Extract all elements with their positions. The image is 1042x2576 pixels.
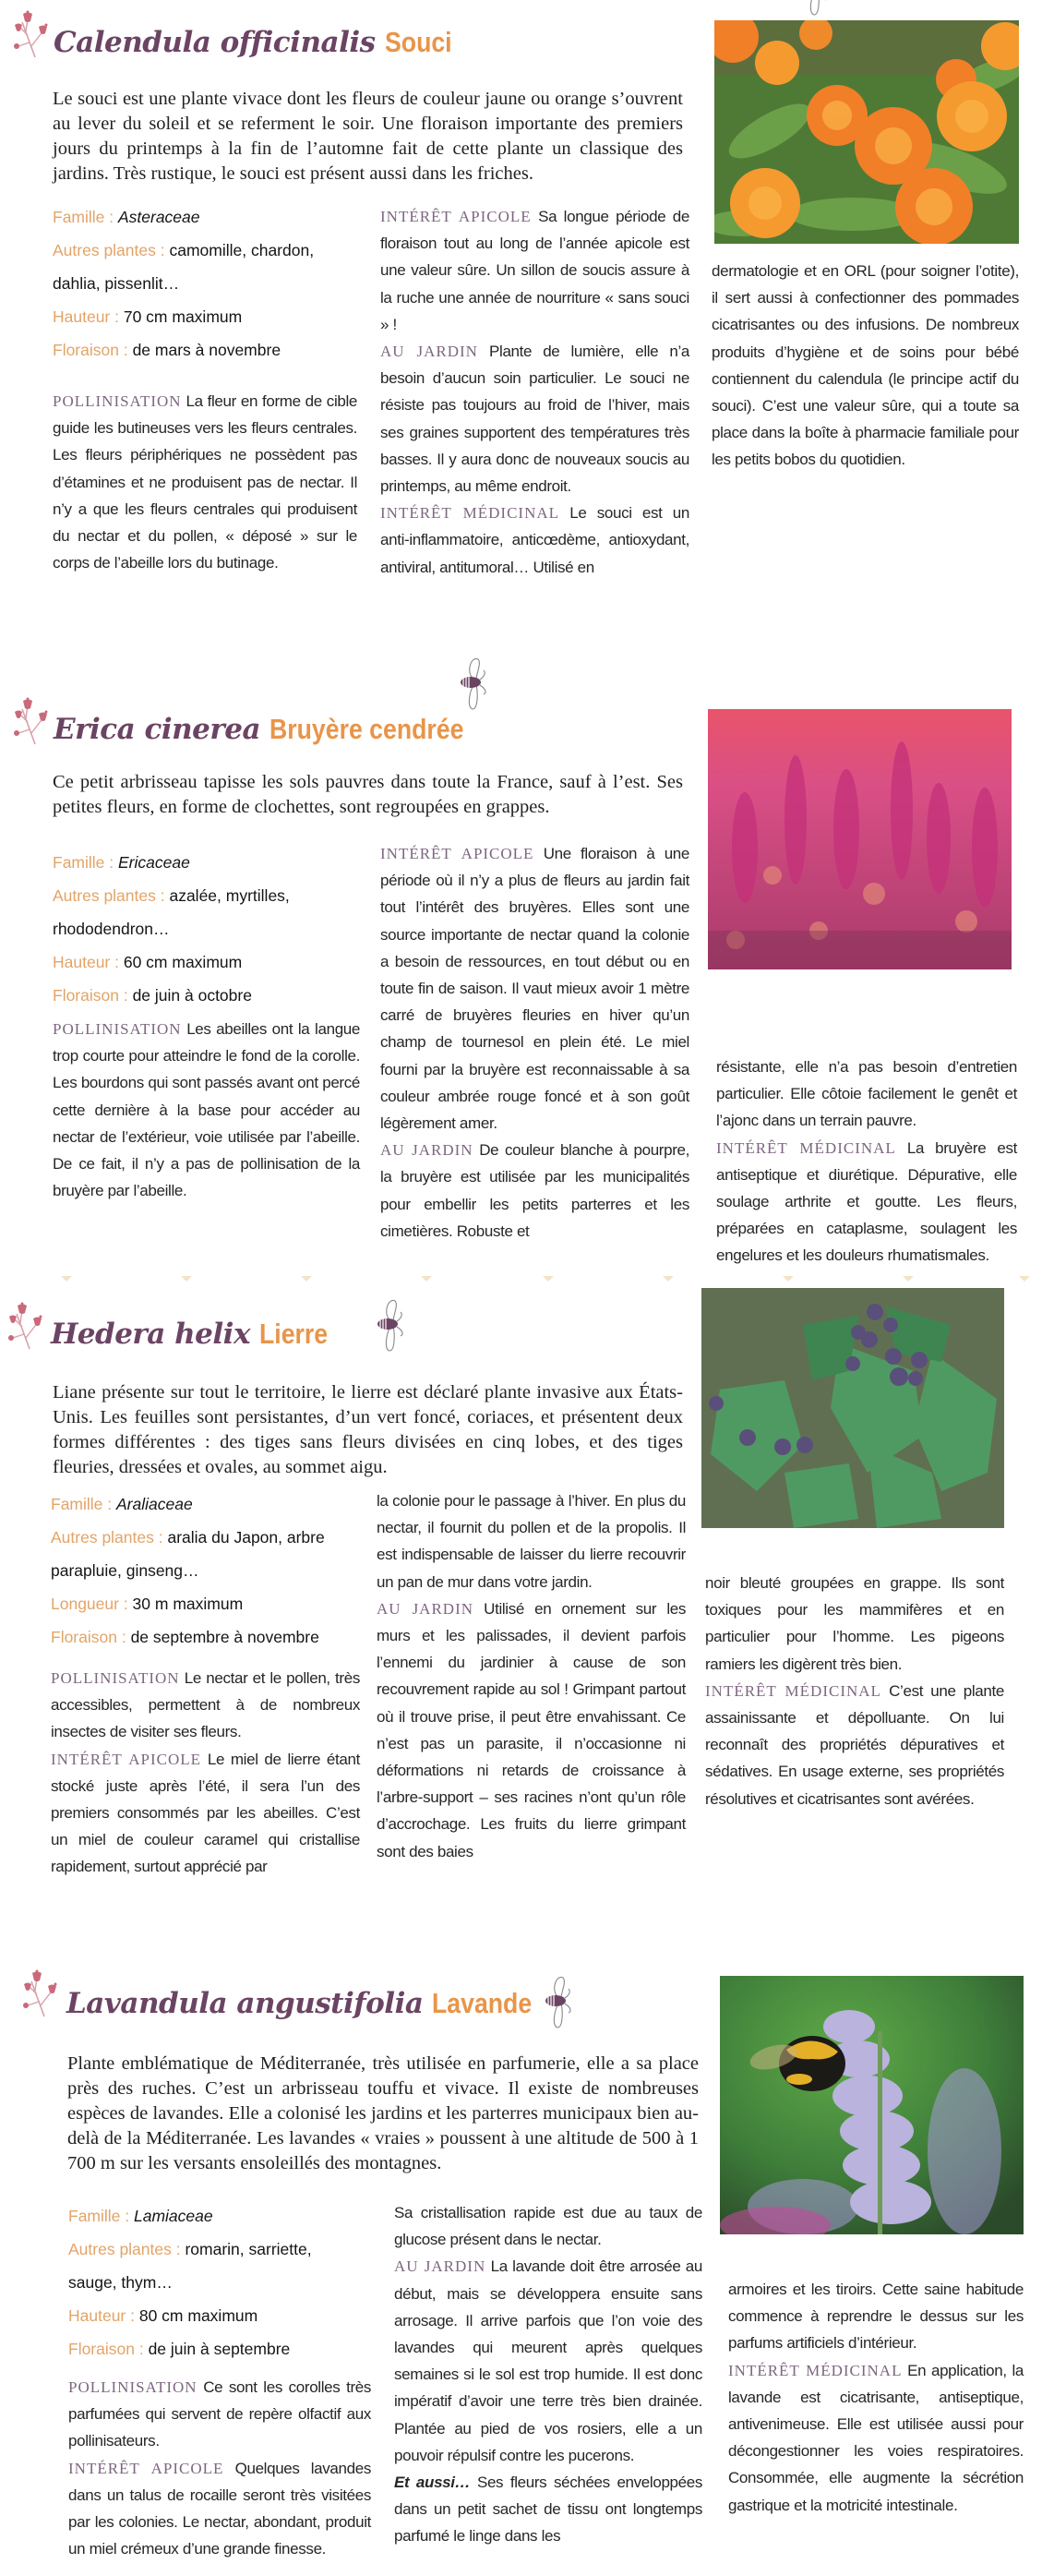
- plant-title: [54, 713, 496, 746]
- column-middle: [380, 840, 689, 1245]
- column-middle: [394, 2199, 702, 2550]
- column-right: [728, 2276, 1024, 2519]
- bee-icon: [537, 1974, 580, 2029]
- plant-photo: [714, 20, 1019, 244]
- triangle-divider: [0, 1274, 1042, 1287]
- section-interet-apicole: INTÉRÊT APICOLE Sa longue période de floraison tout au long de l’année apicole est une valeur sûre. Un sillon de soucis assure à la ruche une année de nourriture « sans souci » !: [380, 208, 689, 333]
- fact-hauteur: Hauteur : 80 cm maximum: [68, 2306, 258, 2325]
- fact-longueur: Longueur : 30 m maximum: [51, 1595, 244, 1613]
- section-au-jardin: AU JARDIN Utilisé en ornement sur les murs et les palissades, il devient parfois l’ennemi du jardinier à cause de son recouvrement rapide au sol ! Grimpant partout où il trouve prise, il peut être envahissant. Ce n’est pas un parasite, il n’occasionne ni déformations ni retards de croissance à l’arbre-support – ses racines n’ont qu’un rôle d’accrochage. Les fruits du lierre grimpant sont des baies: [377, 1599, 687, 1860]
- fact-famille: Famille : Araliaceae: [51, 1495, 193, 1513]
- fact-autres-plantes: Autres plantes : camomille, chardon, dahlia, pissenlit…: [53, 241, 315, 293]
- common-name: Bruyère cendrée: [269, 713, 464, 745]
- column-right: [712, 258, 1019, 474]
- column-left: [53, 1016, 360, 1204]
- common-name: Souci: [384, 26, 452, 58]
- plant-card-souci: [0, 0, 1042, 646]
- plant-title: [51, 1318, 339, 1351]
- column-right: [705, 1570, 1004, 1812]
- flower-sprig-icon: [20, 1968, 63, 2020]
- bee-icon: [452, 656, 495, 711]
- plant-photo: [708, 709, 1012, 969]
- plant-facts: [68, 2199, 364, 2365]
- plant-photo: [701, 1288, 1004, 1528]
- section-interet-medicinal: INTÉRÊT MÉDICINAL Le souci est un anti-inflammatoire, anticœdème, antioxydant, antiviral, antitumoral… Utilisé en: [380, 504, 689, 576]
- column-right: [716, 1053, 1017, 1270]
- flower-sprig-icon: [6, 1301, 48, 1353]
- section-interet-medicinal: INTÉRÊT MÉDICINAL C’est une plante assainissante et dépolluante. On lui reconnaît des propriétés dépuratives et sédatives. En usage externe, ses propriétés résolutives et cicatrisantes sont avérées.: [705, 1681, 1004, 1808]
- flower-sprig-icon: [11, 696, 54, 748]
- fact-floraison: Floraison : de juin à septembre: [68, 2340, 291, 2358]
- latin-name: Calendula officinalis: [54, 26, 376, 59]
- plant-intro: Le souci est une plante vivace dont les fleurs de couleur jaune ou orange s’ouvrent au lever du soleil et se referment le soir. Une floraison importante des premiers jours du printemps à la fin de l’automne fait de cette plante un classique des jardins. Très rustique, le souci est présent aussi dans les friches.: [53, 89, 683, 184]
- fact-floraison: Floraison : de septembre à novembre: [51, 1628, 319, 1646]
- section-interet-medicinal: INTÉRÊT MÉDICINAL En application, la lavande est cicatrisante, antiseptique, antivenimeuse. Elle est utilisée aussi pour décongestionner les voies respiratoires. Consommée, elle augmente la sécrétion gastrique et la motricité intestinale.: [728, 2361, 1024, 2514]
- plant-card-lavande: [0, 1948, 1042, 2576]
- latin-name: Erica cinerea: [54, 713, 261, 746]
- plant-intro: Plante emblématique de Méditerranée, très utilisée en parfumerie, elle a sa place près des ruches. C’est un arbrisseau touffu et vivace. Il existe de nombreuses espèces de lavandes. Elle a colonisé les jardins et les parterres municipaux bien au-delà de la Méditerranée. Les lavandes « vraies » poussent à une altitude de 500 à 1 700 m sur les versants ensoleillés des montagnes.: [67, 2053, 699, 2173]
- section-interet-apicole-continued: Sa cristallisation rapide est due au taux de glucose présent dans le nectar.: [394, 2204, 702, 2249]
- section-interet-apicole: INTÉRÊT APICOLE Une floraison à une période où il n’y a plus de fleurs au jardin fait tout l’intérêt des bruyères. Elles sont une source importante de nectar quand la colonie a besoin de ressources, en tout début ou en toute fin de saison. Il vaut mieux avoir 1 mètre carré de bruyères fleuries en hiver qu’un champ de tournesol en plein été. Le miel fourni par la bruyère est reconnaissable à sa couleur ambrée rouge foncé et à son goût légèrement amer.: [380, 845, 690, 1133]
- plant-facts: [53, 846, 348, 1012]
- ivy-image: [701, 1288, 1004, 1528]
- fact-autres-plantes: Autres plantes : azalée, myrtilles, rhododendron…: [53, 886, 290, 938]
- fact-famille: Famille : Asteraceae: [53, 208, 200, 226]
- calendula-image: [714, 20, 1019, 244]
- section-au-jardin: AU JARDIN Plante de lumière, elle n’a besoin d’aucun soin particulier. Le souci ne résiste pas toujours au froid de l’hiver, mais ses graines supportent des températures très basses. Il y aura donc de nouveaux soucis au printemps, au même endroit.: [380, 343, 689, 496]
- section-continued: dermatologie et en ORL (pour soigner l’otite), il sert aussi à confectionner des pommades cicatrisantes ou des infusions. De nombreux produits d’hygiène et de soins pour bébé contiennent du calendula (le principe actif du souci). C’est une valeur sûre, qui a toute sa place dans la boîte à pharmacie familiale pour les petits bobos du quotidien.: [712, 262, 1019, 469]
- column-middle: [377, 1487, 686, 1865]
- fact-famille: Famille : Lamiaceae: [68, 2207, 213, 2225]
- bee-icon: [369, 1297, 412, 1353]
- fact-famille: Famille : Ericaceae: [53, 853, 190, 872]
- fact-hauteur: Hauteur : 70 cm maximum: [53, 307, 243, 326]
- fact-floraison: Floraison : de mars à novembre: [53, 341, 281, 359]
- column-left: [51, 1665, 360, 1881]
- latin-name: Hedera helix: [51, 1318, 250, 1351]
- bee-icon: [794, 0, 836, 17]
- fact-floraison: Floraison : de juin à octobre: [53, 986, 252, 1005]
- common-name: Lavande: [432, 1987, 533, 2019]
- section-interet-apicole: INTÉRÊT APICOLE Quelques lavandes dans un talus de rocaille seront très visitées par les colonies. Le nectar, abondant, produit un miel crémeux d’une grande finesse.: [68, 2459, 371, 2558]
- section-pollinisation: POLLINISATION Les abeilles ont la langue trop courte pour atteindre le fond de la corolle. Les bourdons qui sont passés avant ont percé cette dernière à la base pour accéder au nectar de l’extérieur, voie utilisée par l’abeille. De ce fait, il n’y a pas de pollinisation de la bruyère par l’abeille.: [53, 1020, 361, 1200]
- plant-card-lierre: [0, 1288, 1042, 1953]
- section-et-aussi: Et aussi… Ses fleurs séchées enveloppées dans un petit sachet de tissu ont longtemps parfumé le linge dans les: [394, 2474, 703, 2546]
- section-au-jardin: AU JARDIN La lavande doit être arrosée au début, mais se développera ensuite sans arrosage. Il arrive parfois que l’on voie des lavandes qui meurent après quelques semaines si le sol est trop humide. Il est donc impératif d’avoir une terre très bien drainée. Plantée au pied de vos rosiers, elle a un pouvoir répulsif contre les pucerons.: [394, 2257, 702, 2464]
- plant-intro: Ce petit arbrisseau tapisse les sols pauvres dans toute la France, sauf à l’est. Ses petites fleurs, en forme de clochettes, sont regroupées en grappes.: [53, 772, 683, 817]
- plant-title: [54, 26, 462, 59]
- latin-name: Lavandula angustifolia: [66, 1987, 424, 2020]
- plant-intro: Liane présente sur tout le territoire, le lierre est déclaré plante invasive aux États-Unis. Les feuilles sont persistantes, d’un vert foncé, coriaces, et présentent deux formes différentes : des tiges sans fleurs divisées en cinq lobes, et des tiges fleuries, dressées et ovales, au sommet aigu.: [53, 1382, 683, 1477]
- section-interet-medicinal: INTÉRÊT MÉDICINAL La bruyère est antiseptique et diurétique. Dépurative, elle soulage arthrite et goutte. Les fleurs, préparées en cataplasme, soulagent les engelures et les douleurs rhumatismales.: [716, 1138, 1018, 1265]
- section-pollinisation: POLLINISATION Le nectar et le pollen, très accessibles, permettent à de nombreux insectes de visiter ses fleurs.: [51, 1669, 360, 1741]
- flower-sprig-icon: [11, 9, 54, 61]
- common-name: Lierre: [258, 1318, 329, 1350]
- fact-autres-plantes: Autres plantes : aralia du Japon, arbre parapluie, ginseng…: [51, 1528, 325, 1580]
- section-pollinisation: POLLINISATION Ce sont les corolles très parfumées qui servent de repère olfactif aux pollinisateurs.: [68, 2378, 372, 2450]
- fact-autres-plantes: Autres plantes : romarin, sarriette, sauge, thym…: [68, 2240, 312, 2292]
- plant-card-bruyere: [0, 646, 1042, 1274]
- section-au-jardin-continued: résistante, elle n’a pas besoin d’entretien particulier. Elle côtoie facilement le genêt et l’ajonc dans un terrain pauvre.: [716, 1058, 1017, 1130]
- heather-image: [708, 709, 1012, 969]
- section-au-jardin-continued: noir bleuté groupées en grappe. Ils sont toxiques pour les mammifères et en particulier pour l’homme. Les pigeons ramiers les digèrent très bien.: [705, 1574, 1004, 1673]
- section-pollinisation: POLLINISATION La fleur en forme de cible guide les butineuses vers les fleurs centrales. Les fleurs périphériques ne possèdent pas d’étamines et ne produisent pas de nectar. Il n’y a que les fleurs centrales qui produisent du nectar et du pollen, « déposé » sur le corps de l’abeille lors du butinage.: [53, 392, 358, 572]
- section-interet-apicole-continued: la colonie pour le passage à l’hiver. En plus du nectar, il fournit du pollen et de la propolis. Il est indispensable de laisser du lierre recouvrir un pan de mur dans votre jardin.: [377, 1492, 686, 1591]
- section-et-aussi-continued: armoires et les tiroirs. Cette saine habitude commence à reprendre le dessus sur les parfums artificiels d’intérieur.: [728, 2281, 1024, 2353]
- column-left: [53, 388, 357, 576]
- column-left: [68, 2374, 371, 2562]
- plant-facts: [53, 200, 348, 367]
- column-middle: [380, 203, 689, 581]
- plant-photo: [720, 1976, 1024, 2234]
- plant-facts: [51, 1487, 346, 1654]
- fact-hauteur: Hauteur : 60 cm maximum: [53, 953, 243, 971]
- section-au-jardin: AU JARDIN De couleur blanche à pourpre, la bruyère est utilisée par les municipalités pour embellir les petits parterres et les cimetières. Robuste et: [380, 1141, 690, 1240]
- lavender-bee-image: [720, 1976, 1024, 2234]
- section-interet-apicole: INTÉRÊT APICOLE Le miel de lierre étant stocké juste après l’été, il sera l’un des premiers consommés par les abeilles. C’est un miel de couleur caramel qui cristallise rapidement, surtout apprécié par: [51, 1750, 360, 1876]
- plant-title: [66, 1987, 548, 2020]
